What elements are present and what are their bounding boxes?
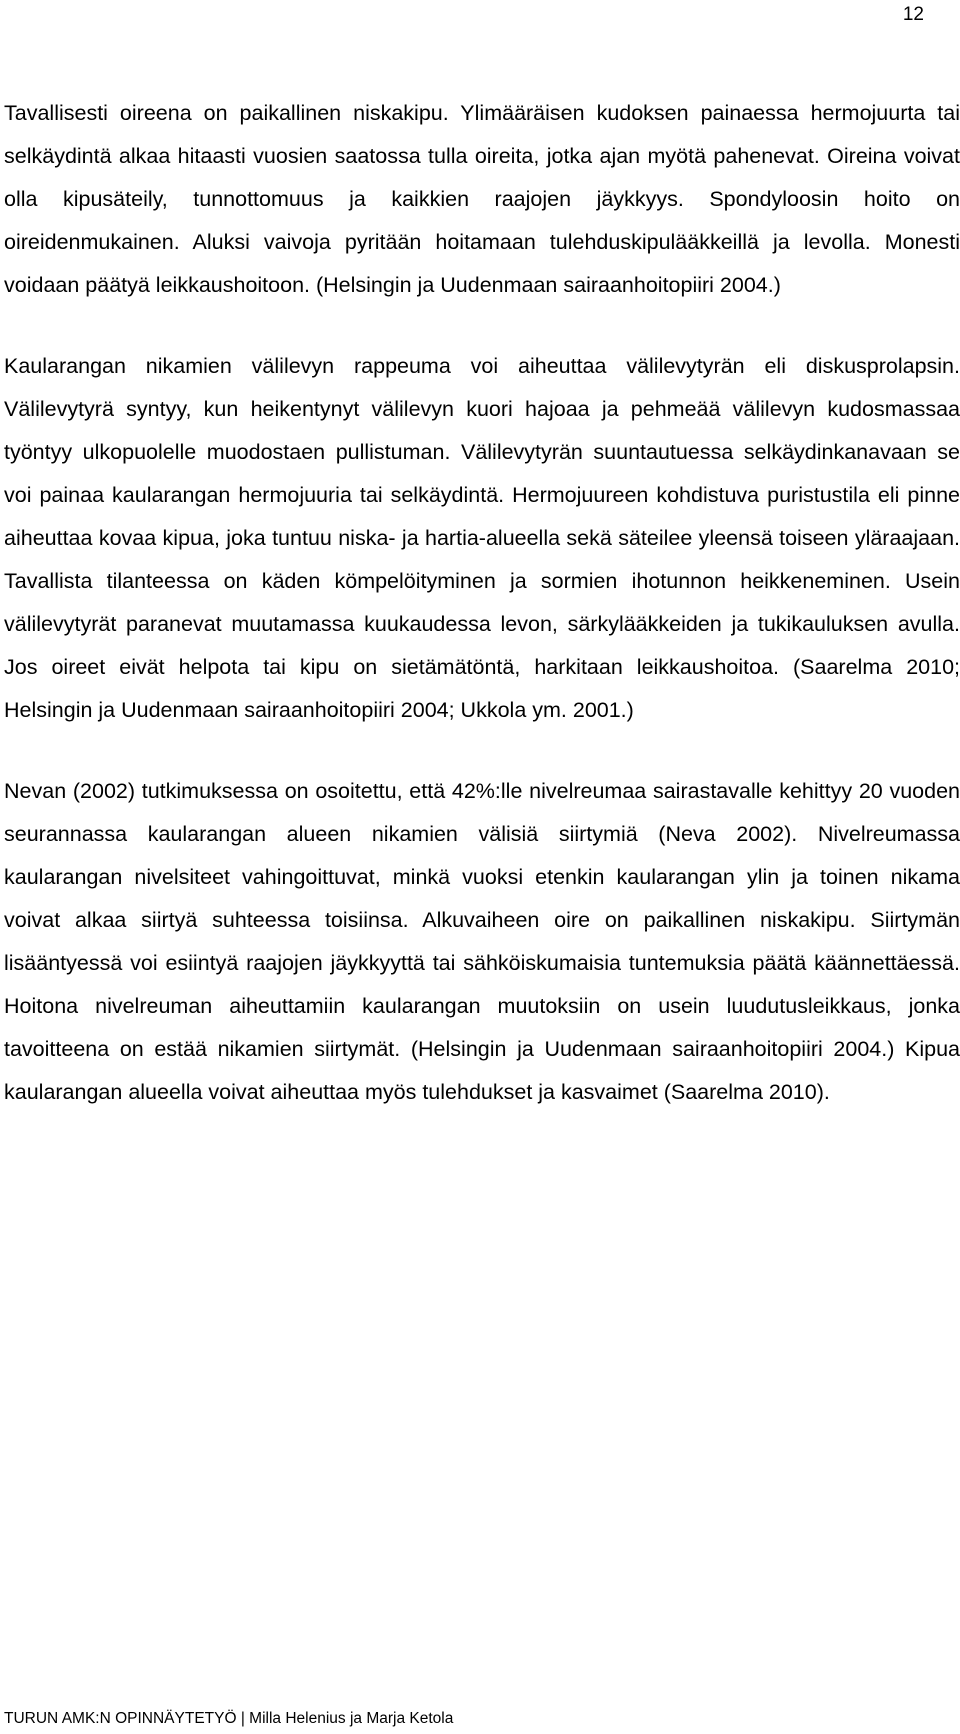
paragraph-rheumatoid-arthritis: Nevan (2002) tutkimuksessa on osoitettu, että 42%:lle nivelreumaa sairastavalle kehittyy 20 vuoden seurannassa kaularangan alueen nikamien välisiä siirtymiä (Neva 2002). Nivelreumassa kaularangan nivelsiteet vahingoittuvat, minkä vuoksi etenkin kaularangan ylin ja toinen nikama voivat alkaa siirtyä suhteessa toisiinsa. Alkuvaiheen oire on paikallinen niskakipu. Siirtymän lisääntyessä voi esiintyä raajojen jäykkyyttä tai sähköiskumaisia tuntemuksia päätä käännettäessä. Hoitona nivelreuman aiheuttamiin kaularangan muutoksiin on usein luudutusleikkaus, jonka tavoitteena on estää nikamien siirtymät. (Helsingin ja Uudenmaan sairaanhoitopiiri 2004.) Kipua kaularangan alueella voivat aiheuttaa myös tulehdukset ja kasvaimet (Saarelma 2010). <box>4 779 960 1104</box>
paragraph-disc-herniation: Kaularangan nikamien välilevyn rappeuma voi aiheuttaa välilevytyrän eli diskusprolapsin. Välilevytyrä syntyy, kun heikentynyt välilevyn kuori hajoaa ja pehmeää välilevyn kudosmassaa työntyy ulkopuolelle muodostaen pullistuman. Välilevytyrän suuntautuessa selkäydinkanavaan se voi painaa kaularangan hermojuuria tai selkäydintä. Hermojuureen kohdistuva puristustila eli pinne aiheuttaa kovaa kipua, joka tuntuu niska- ja hartia-alueella sekä säteilee yleensä toiseen yläraajaan. Tavallista tilanteessa on käden kömpelöityminen ja sormien ihotunnon heikkeneminen. Usein välilevytyrät paranevat muutamassa kuukaudessa levon, särkylääkkeiden ja tukikauluksen avulla. Jos oireet eivät helpota tai kipu on sietämätöntä, harkitaan leikkaushoitoa. (Saarelma 2010; Helsingin ja Uudenmaan sairaanhoitopiiri 2004; Ukkola ym. 2001.) <box>4 354 960 722</box>
document-body <box>4 92 960 1152</box>
page-number: 12 <box>902 4 924 25</box>
page-footer: TURUN AMK:N OPINNÄYTETYÖ | Milla Helenius ja Marja Ketola <box>4 1710 454 1727</box>
paragraph-neck-pain-spondylosis: Tavallisesti oireena on paikallinen niskakipu. Ylimääräisen kudoksen painaessa hermojuurta tai selkäydintä alkaa hitaasti vuosien saatossa tulla oireita, jotka ajan myötä pahenevat. Oireina voivat olla kipusäteily, tunnottomuus ja kaikkien raajojen jäykkyys. Spondyloosin hoito on oireidenmukainen. Aluksi vaivoja pyritään hoitamaan tulehduskipulääkkeillä ja levolla. Monesti voidaan päätyä leikkaushoitoon. (Helsingin ja Uudenmaan sairaanhoitopiiri 2004.) <box>4 101 960 297</box>
